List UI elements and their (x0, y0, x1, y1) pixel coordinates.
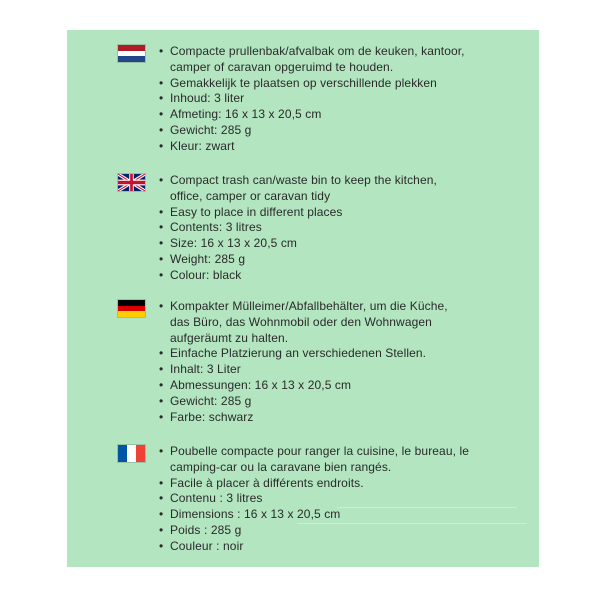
bullet-line (159, 252, 529, 268)
bullet-dot: • (159, 299, 164, 313)
bullet-dot: • (159, 138, 164, 153)
bullet-text: Abmessungen: 16 x 13 x 20,5 cm (170, 377, 352, 392)
bullet-text: das Büro, das Wohnmobil oder den Wohnwagen (170, 314, 432, 329)
bullet-line (159, 460, 529, 476)
section-lines (159, 44, 529, 155)
bullet-text: Gewicht: 285 g (170, 393, 252, 408)
bullet-dot: • (159, 75, 164, 90)
bullet-dot: • (159, 173, 164, 187)
bullet-dot: • (159, 507, 164, 522)
bullet-text: Couleur : noir (170, 538, 244, 553)
uk-flag-icon (118, 174, 145, 191)
bullet-line (159, 410, 529, 426)
bullet-dot: • (159, 393, 164, 408)
bullet-line (159, 189, 529, 205)
france-flag-icon (118, 445, 145, 462)
bullet-line (159, 523, 529, 539)
bullet-dot: • (159, 220, 164, 235)
bullet-line (159, 205, 529, 221)
bullet-text: Afmeting: 16 x 13 x 20,5 cm (170, 107, 322, 122)
bullet-text: office, camper or caravan tidy (170, 188, 331, 203)
bullet-dot: • (159, 444, 164, 458)
bullet-dot: • (159, 538, 164, 553)
bullet-text: aufgeräumt zu halten. (170, 330, 289, 345)
bullet-dot: • (159, 44, 164, 58)
bullet-line (159, 476, 529, 492)
bullet-text: Contenu : 3 litres (170, 491, 263, 506)
bullet-line (159, 91, 529, 107)
bullet-dot: • (159, 91, 164, 106)
bullet-line (159, 394, 529, 410)
bullet-dot: • (159, 236, 164, 251)
bullet-text: Easy to place in different places (170, 204, 343, 219)
netherlands-flag-icon (118, 45, 145, 62)
bullet-dot: • (159, 107, 164, 122)
bullet-text: Kompakter Mülleimer/Abfallbehälter, um die Küche, (170, 299, 448, 313)
bullet-dot: • (159, 362, 164, 377)
bullet-line (159, 60, 529, 76)
germany-flag-icon (118, 300, 145, 317)
scan-artifact (337, 507, 517, 508)
bullet-dot: • (159, 409, 164, 424)
bullet-text: camping-car ou la caravane bien rangés. (170, 459, 392, 474)
bullet-line (159, 346, 529, 362)
bullet-dot: • (159, 491, 164, 506)
bullet-dot: • (159, 267, 164, 282)
bullet-line (159, 331, 529, 347)
bullet-dot: • (159, 475, 164, 490)
bullet-text: Colour: black (170, 267, 242, 282)
bullet-line (159, 491, 529, 507)
bullet-text: Contents: 3 litres (170, 220, 262, 235)
bullet-text: Inhalt: 3 Liter (170, 362, 241, 377)
bullet-dot: • (159, 251, 164, 266)
section-lines (159, 173, 529, 284)
bullet-line (159, 123, 529, 139)
bullet-text: Poubelle compacte pour ranger la cuisine, le bureau, le (170, 444, 470, 458)
bullet-line (159, 76, 529, 92)
bullet-dot: • (159, 122, 164, 137)
bullet-text: Dimensions : 16 x 13 x 20,5 cm (170, 507, 341, 522)
bullet-line (159, 44, 529, 60)
bullet-text: Gewicht: 285 g (170, 122, 252, 137)
bullet-line (159, 236, 529, 252)
bullet-text: Size: 16 x 13 x 20,5 cm (170, 236, 298, 251)
bullet-line (159, 268, 529, 284)
bullet-text: Kleur: zwart (170, 138, 235, 153)
bullet-text: Inhoud: 3 liter (170, 91, 245, 106)
section-lines (159, 299, 529, 425)
bullet-line (159, 507, 529, 523)
bullet-dot: • (159, 522, 164, 537)
bullet-dot: • (159, 346, 164, 361)
bullet-line (159, 539, 529, 555)
bullet-line (159, 220, 529, 236)
bullet-line (159, 107, 529, 123)
bullet-line (159, 378, 529, 394)
bullet-text: Compacte prullenbak/afvalbak om de keuken, kantoor, (170, 44, 465, 58)
bullet-dot: • (159, 204, 164, 219)
bullet-text: Farbe: schwarz (170, 409, 254, 424)
bullet-text: Facile à placer à différents endroits. (170, 475, 364, 490)
bullet-text: Poids : 285 g (170, 522, 242, 537)
scan-artifact (297, 523, 527, 524)
bullet-line (159, 362, 529, 378)
bullet-text: Weight: 285 g (170, 251, 246, 266)
bullet-text: Einfache Platzierung an verschiedenen Stellen. (170, 346, 427, 361)
bullet-text: Compact trash can/waste bin to keep the kitchen, (170, 173, 437, 187)
bullet-line (159, 315, 529, 331)
bullet-line (159, 139, 529, 155)
bullet-line (159, 173, 529, 189)
section-lines (159, 444, 529, 555)
bullet-line (159, 299, 529, 315)
bullet-line (159, 444, 529, 460)
bullet-text: camper of caravan opgeruimd te houden. (170, 59, 394, 74)
product-info-panel (67, 30, 539, 567)
bullet-text: Gemakkelijk te plaatsen op verschillende plekken (170, 75, 437, 90)
bullet-dot: • (159, 377, 164, 392)
